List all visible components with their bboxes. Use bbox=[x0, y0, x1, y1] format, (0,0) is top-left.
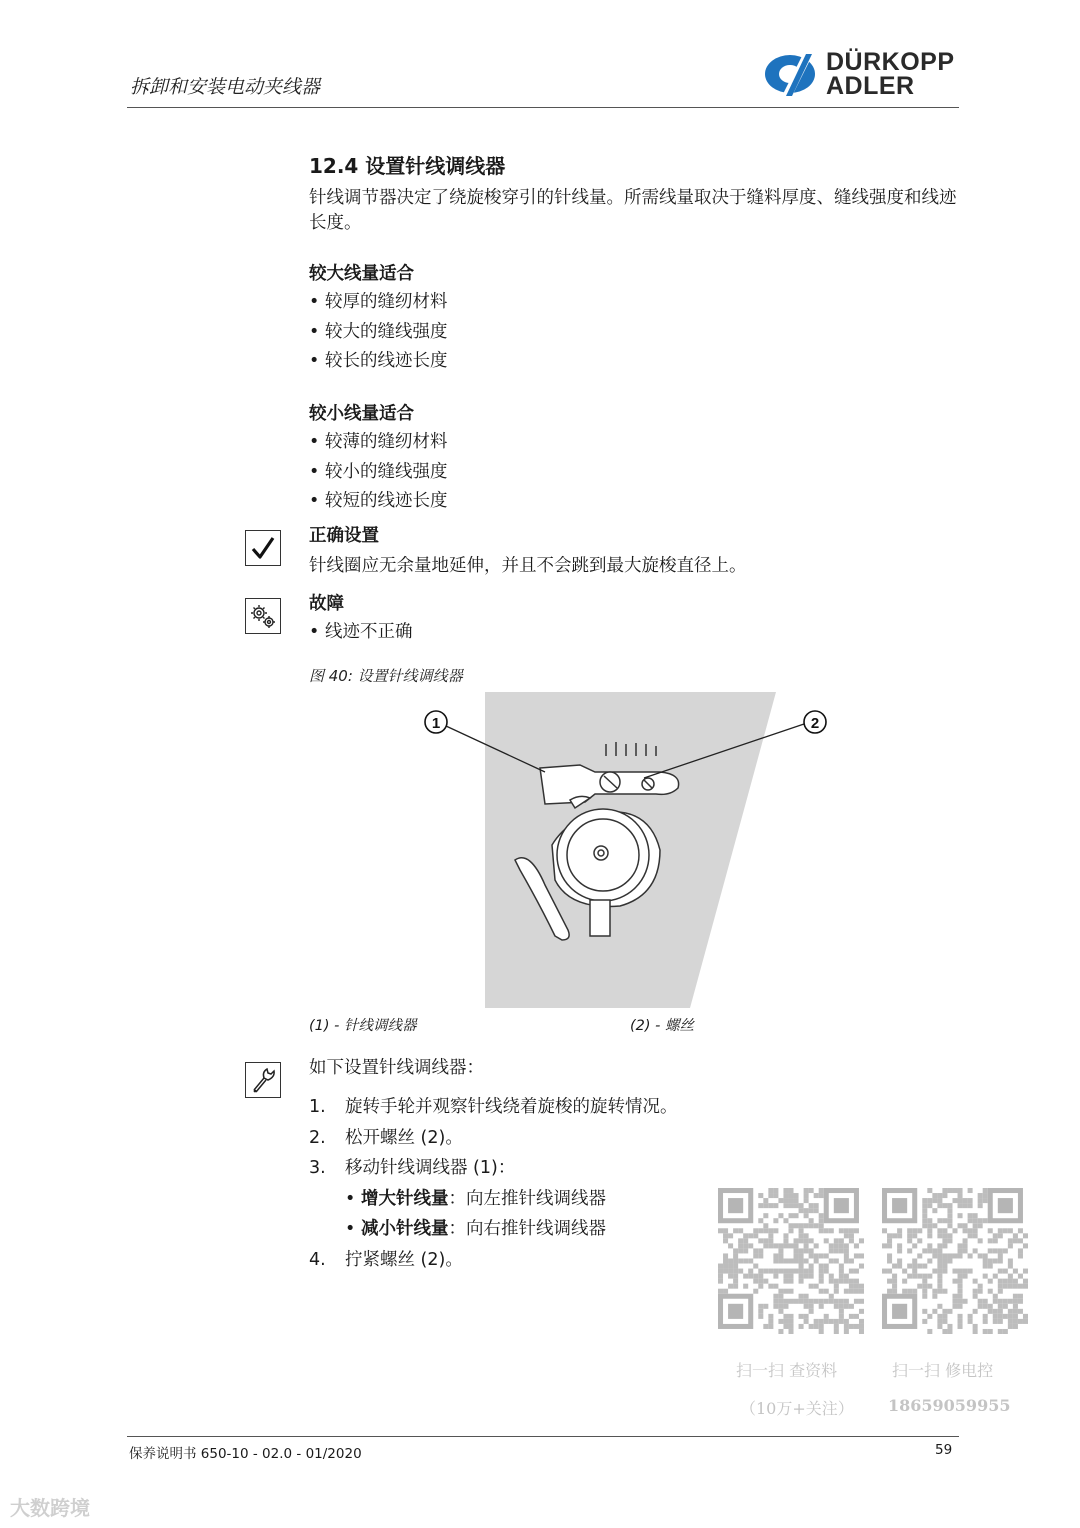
watermark-text: 大数跨境 bbox=[10, 1496, 90, 1520]
logo-line-1: DÜRKOPP bbox=[826, 48, 955, 76]
procedure-intro: 如下设置针线调线器： bbox=[309, 1058, 484, 1078]
logo-line-2: ADLER bbox=[826, 72, 915, 100]
callout-1-label: 1 bbox=[431, 715, 441, 732]
correct-setting-title: 正确设置 bbox=[309, 526, 379, 546]
list-item: • 较厚的缝纫材料 bbox=[309, 292, 448, 312]
qr-right-phone: 18659059955 bbox=[888, 1396, 1011, 1415]
legend-item-2: (2) - 螺丝 bbox=[630, 1018, 694, 1034]
footer-divider bbox=[127, 1436, 959, 1437]
step-item: 2. 松开螺丝 (2)。 bbox=[309, 1127, 463, 1148]
more-thread-title: 较大线量适合 bbox=[309, 264, 414, 284]
step-item: 1. 旋转手轮并观察针线绕着旋梭的旋转情况。 bbox=[309, 1097, 678, 1117]
list-item: • 较大的缝线强度 bbox=[309, 321, 448, 342]
step-item: 4. 拧紧螺丝 (2)。 bbox=[309, 1249, 463, 1270]
intro-paragraph: 针线调节器决定了绕旋梭穿引的针线量。所需线量取决于缝料厚度、缝线强度和线迹长度。 bbox=[309, 188, 957, 233]
legend-item-1: (1) - 针线调线器 bbox=[309, 1018, 417, 1034]
fault-list bbox=[309, 618, 969, 648]
page-number: 59 bbox=[935, 1442, 953, 1458]
qr-code-right bbox=[882, 1188, 1028, 1334]
qr-left-subcaption: （10万+关注） bbox=[740, 1399, 854, 1418]
qr-left-caption: 扫一扫 查资料 bbox=[736, 1361, 838, 1380]
wrench-icon bbox=[245, 1062, 281, 1098]
figure-caption: 图 40: 设置针线调线器 bbox=[309, 667, 463, 685]
qr-code-left bbox=[718, 1188, 864, 1334]
list-item: • 较薄的缝纫材料 bbox=[309, 432, 448, 452]
qr-right-caption: 扫一扫 修电控 bbox=[892, 1361, 994, 1380]
list-item: • 较长的线迹长度 bbox=[309, 351, 448, 371]
less-thread-list bbox=[309, 428, 969, 517]
gears-fault-icon bbox=[245, 598, 281, 634]
list-item: • 线迹不正确 bbox=[309, 622, 413, 642]
section-heading: 12.4 设置针线调线器 bbox=[309, 154, 506, 178]
header-divider bbox=[127, 107, 959, 108]
brand-logo-text bbox=[826, 50, 955, 98]
duerkopp-adler-logo-icon bbox=[762, 52, 822, 100]
running-header-title: 拆卸和安装电动夹线器 bbox=[130, 76, 321, 98]
less-thread-title: 较小线量适合 bbox=[309, 404, 414, 424]
checkmark-icon bbox=[245, 530, 281, 566]
list-item: • 较小的缝线强度 bbox=[309, 461, 448, 482]
list-item: • 较短的线迹长度 bbox=[309, 491, 448, 511]
sub-step-item: • 增大针线量：向左推针线调线器 bbox=[345, 1188, 606, 1209]
callout-2-label: 2 bbox=[810, 715, 820, 732]
fault-title: 故障 bbox=[309, 594, 344, 614]
step-item: 3. 移动针线调线器 (1)： bbox=[309, 1158, 516, 1178]
thread-regulator-figure bbox=[420, 690, 840, 1014]
footer-document-id: 保养说明书 650-10 - 02.0 - 01/2020 bbox=[129, 1446, 362, 1462]
sub-step-item: • 减小针线量：向右推针线调线器 bbox=[345, 1219, 606, 1239]
correct-setting-text: 针线圈应无余量地延伸，并且不会跳到最大旋梭直径上。 bbox=[309, 556, 747, 576]
procedure-steps bbox=[309, 1092, 969, 1275]
more-thread-list bbox=[309, 288, 969, 377]
